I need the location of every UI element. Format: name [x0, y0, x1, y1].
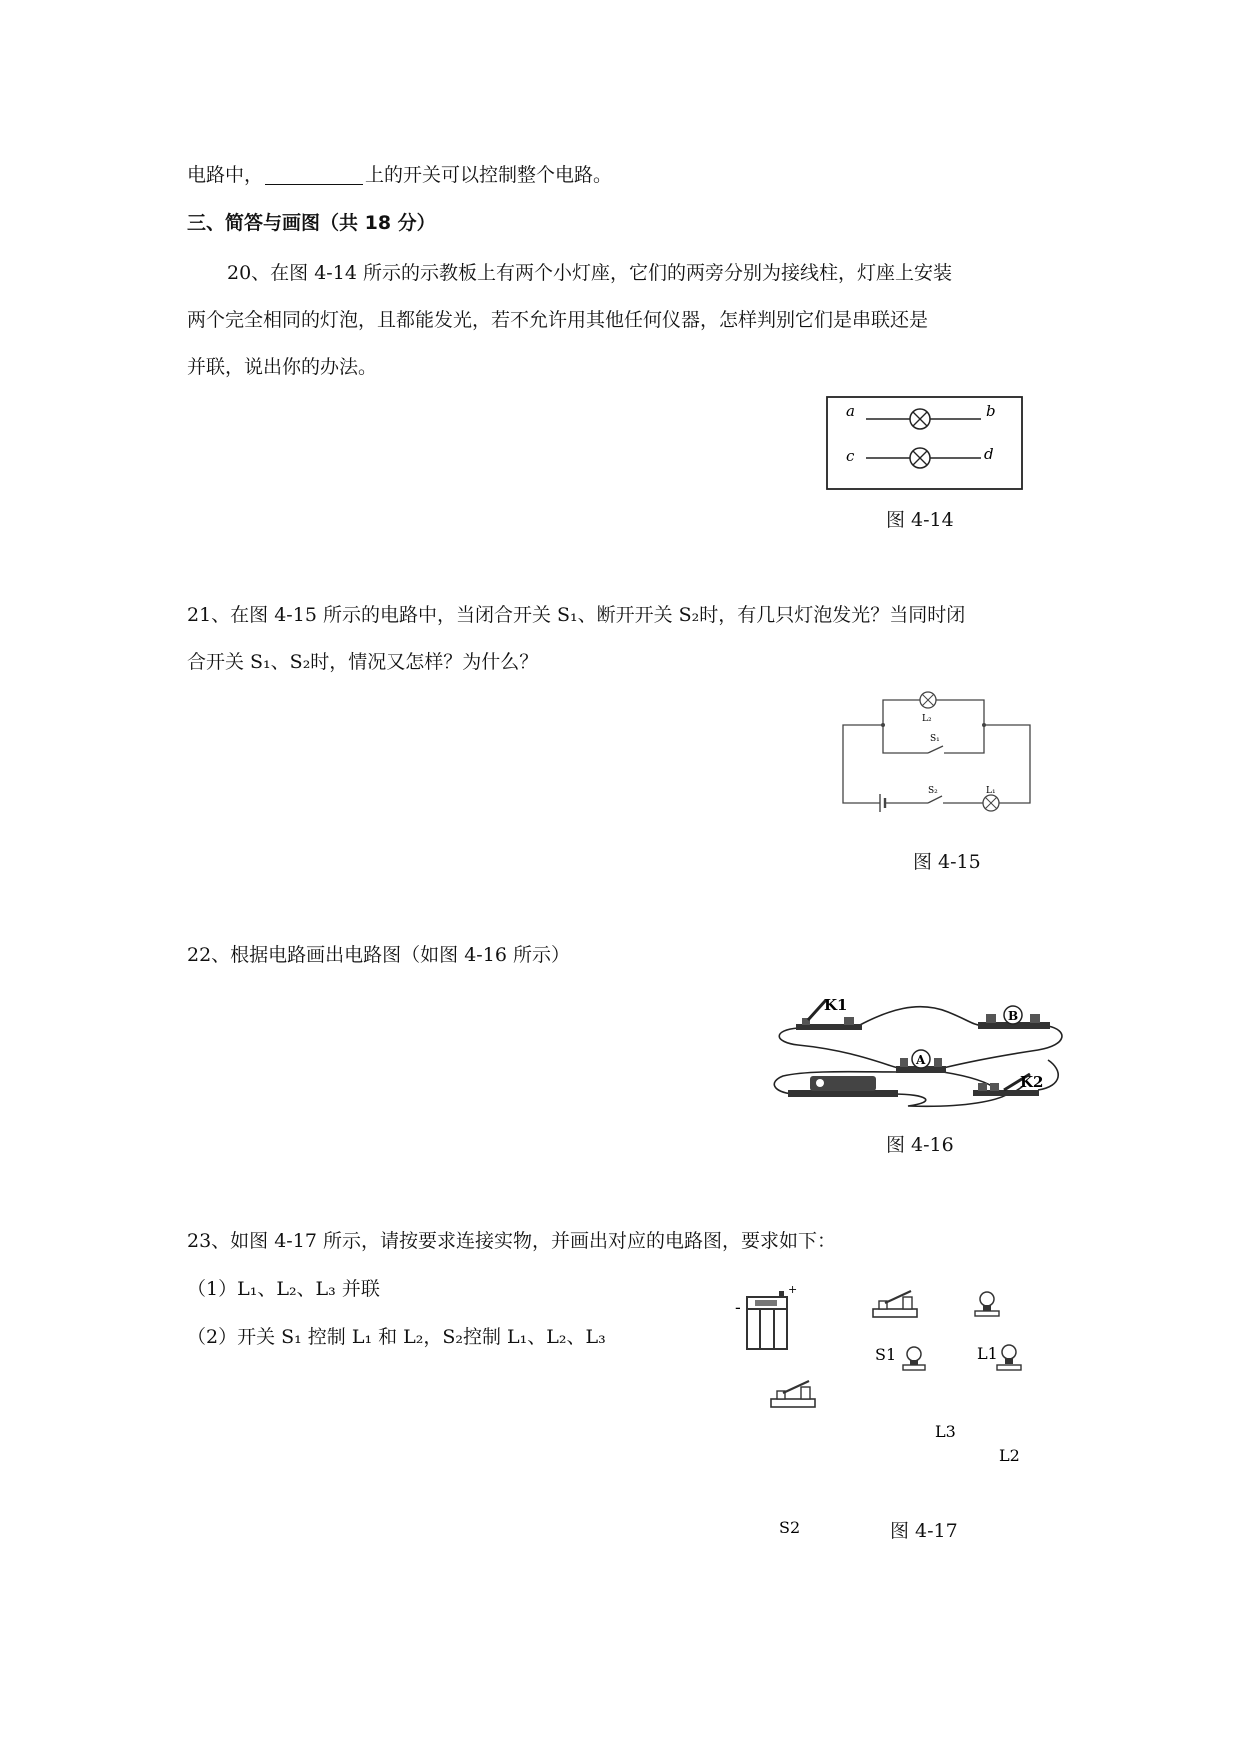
- svg-text:L3: L3: [935, 1422, 956, 1441]
- svg-text:S₁: S₁: [930, 734, 940, 744]
- caption-4-15: 图 4-15: [913, 851, 981, 873]
- answer-blank[interactable]: [265, 166, 363, 185]
- label-b: b: [986, 402, 996, 420]
- q20-line-1: 20、在图 4-14 所示的示教板上有两个小灯座，它们的两旁分别为接线柱，灯座上安装: [227, 262, 952, 284]
- figure-4-15: [838, 690, 1038, 830]
- caption-4-14: 图 4-14: [886, 509, 954, 531]
- svg-text:S₂: S₂: [928, 786, 938, 796]
- svg-text:L1: L1: [977, 1344, 998, 1363]
- lamp-l1-icon: [903, 1347, 925, 1370]
- q23-line: 23、如图 4-17 所示，请按要求连接实物，并画出对应的电路图，要求如下：: [187, 1230, 836, 1252]
- q21-line-2: 合开关 S₁、S₂时，情况又怎样？为什么？: [187, 651, 539, 673]
- lamp-l2-icon: [997, 1345, 1021, 1370]
- q23-requirement-1: （1）L₁、L₂、L₃ 并联: [187, 1278, 380, 1300]
- svg-text:L₁: L₁: [986, 786, 996, 796]
- battery-holder-icon: [788, 1090, 898, 1097]
- section-title: 三、简答与画图（共 18 分）: [187, 212, 436, 234]
- q23-requirement-2: （2）开关 S₁ 控制 L₁ 和 L₂，S₂控制 L₁、L₂、L₃: [187, 1326, 606, 1348]
- svg-text:L₂: L₂: [922, 714, 932, 724]
- switch-s2-icon: [928, 796, 942, 803]
- label-c: c: [846, 447, 855, 465]
- svg-text:K1: K1: [824, 996, 848, 1014]
- svg-text:+: +: [788, 1283, 798, 1296]
- svg-text:K2: K2: [1020, 1073, 1044, 1091]
- svg-text:A: A: [916, 1053, 926, 1067]
- q22-line: 22、根据电路画出电路图（如图 4-16 所示）: [187, 944, 570, 966]
- figure-4-16: [768, 990, 1068, 1110]
- q20-line-2: 两个完全相同的灯泡，且都能发光，若不允许用其他任何仪器，怎样判别它们是串联还是: [187, 309, 929, 331]
- q19-tail: 电路中， 上的开关可以控制整个电路。: [187, 164, 613, 186]
- svg-text:-: -: [735, 1298, 741, 1318]
- q21-line-1: 21、在图 4-15 所示的电路中，当闭合开关 S₁、断开开关 S₂时，有几只灯泡发光？当同时闭: [187, 604, 966, 626]
- figure-4-14: [826, 396, 1026, 496]
- svg-text:S2: S2: [779, 1518, 801, 1537]
- battery-box-icon: [747, 1291, 787, 1349]
- svg-text:B: B: [1008, 1009, 1019, 1023]
- caption-4-17: 图 4-17: [890, 1520, 958, 1542]
- caption-4-16: 图 4-16: [886, 1134, 954, 1156]
- switch-s2-icon: [771, 1381, 815, 1407]
- label-a: a: [846, 402, 855, 420]
- q20-line-3: 并联，说出你的办法。: [187, 356, 378, 378]
- svg-text:S1: S1: [875, 1345, 897, 1364]
- switch-s1-icon: [928, 746, 943, 753]
- lamp-l3-icon: [975, 1292, 999, 1316]
- switch-s1-icon: [873, 1291, 917, 1317]
- label-d: d: [984, 445, 994, 463]
- svg-text:L2: L2: [999, 1446, 1020, 1465]
